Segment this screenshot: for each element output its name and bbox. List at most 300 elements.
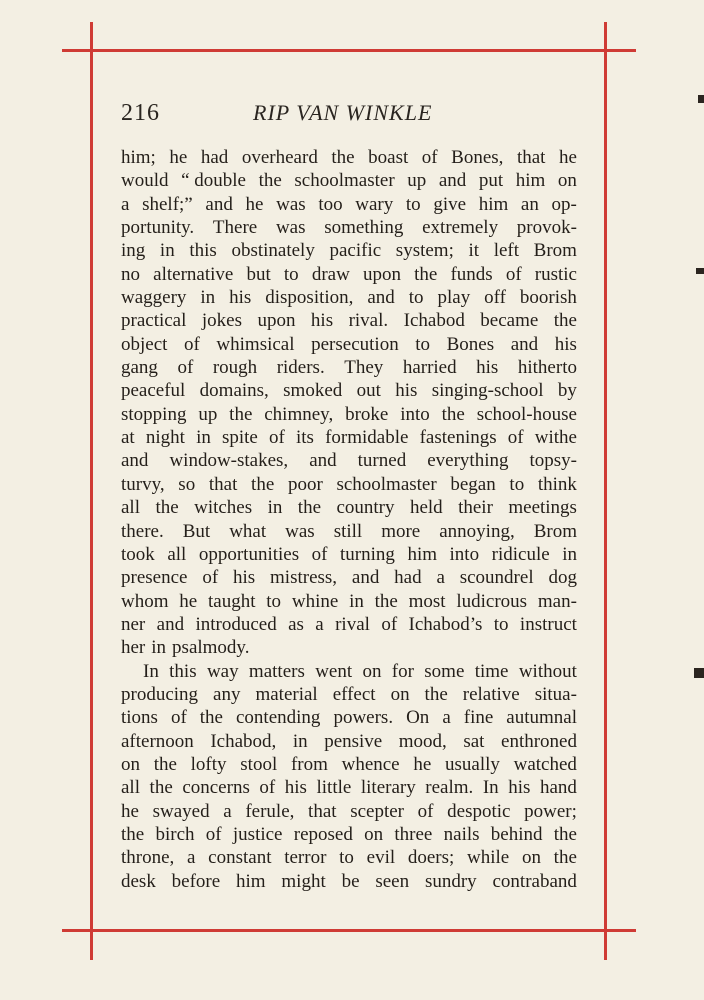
running-header [121, 100, 577, 132]
page-number: 216 [121, 100, 160, 126]
word: some [424, 660, 465, 682]
word: spite [221, 427, 258, 449]
word: on [557, 170, 577, 192]
word: of [205, 823, 222, 845]
word: powers. [333, 707, 394, 729]
word: witches [194, 497, 253, 519]
word: There [212, 217, 258, 239]
word: as [288, 613, 304, 635]
word: time [474, 660, 509, 682]
word: was [285, 520, 315, 542]
word: left [493, 240, 520, 262]
word: material [255, 683, 318, 705]
word: the [155, 497, 179, 519]
word: a [436, 567, 445, 589]
word: this [189, 240, 217, 262]
text-line [121, 520, 577, 543]
word: it [468, 240, 480, 262]
word: became [480, 310, 539, 332]
word: would [121, 170, 169, 192]
word: his [284, 777, 307, 799]
word: watched [513, 753, 577, 775]
word: evil [366, 847, 396, 869]
word: night [145, 427, 185, 449]
word: her [121, 637, 146, 659]
word: he [169, 147, 188, 168]
word: was [275, 217, 306, 239]
word: and [309, 450, 337, 472]
word: most [408, 590, 446, 612]
word: of [259, 777, 276, 799]
word: dog [548, 567, 577, 589]
word: while [467, 847, 510, 869]
word: and [510, 333, 539, 355]
word: he [245, 193, 264, 215]
word: his [476, 357, 499, 379]
word: in [267, 497, 283, 519]
text-line [121, 216, 577, 239]
word: justice [232, 823, 283, 845]
word: had [200, 147, 229, 168]
word: country [336, 497, 395, 519]
word: on [521, 847, 541, 869]
word: to [493, 613, 509, 635]
word: from [290, 753, 328, 775]
word: began [450, 473, 496, 495]
word: a [223, 800, 232, 822]
word: window-stakes, [169, 450, 289, 472]
word: him; [121, 147, 156, 168]
text-line [121, 146, 577, 169]
word: a [187, 847, 196, 869]
word: the [414, 263, 438, 285]
word: no [121, 263, 140, 285]
text-line [121, 403, 577, 426]
word: a [121, 193, 130, 215]
word: boorish [519, 287, 577, 309]
word: there. [121, 520, 164, 542]
text-line [121, 800, 577, 823]
border-rule-right [604, 22, 607, 960]
border-rule-left [90, 22, 93, 960]
word: into [400, 403, 430, 425]
word: for [391, 660, 414, 682]
word: hitherto [517, 357, 577, 379]
word: and [205, 193, 233, 215]
word: up [407, 170, 427, 192]
word: whimsical [216, 333, 295, 355]
word: pacific [329, 240, 382, 262]
text-line [121, 590, 577, 613]
word: despotic [447, 800, 511, 822]
word: to [509, 473, 525, 495]
text-line [121, 496, 577, 519]
word: matters [248, 660, 305, 682]
word: broke [345, 403, 389, 425]
word: that [308, 800, 337, 822]
word: withe [534, 427, 577, 449]
word: mistress, [270, 567, 338, 589]
word: the [229, 403, 253, 425]
word: enthroned [501, 730, 577, 752]
word: taught [208, 590, 256, 612]
word: the [149, 777, 173, 799]
word: turned [357, 450, 407, 472]
word: extremely [422, 217, 499, 239]
running-title: RIP VAN WINKLE [253, 100, 433, 125]
word: the [121, 823, 145, 845]
word: singing-school [431, 380, 544, 402]
word: to [415, 333, 431, 355]
word: three [394, 823, 433, 845]
word: and [351, 567, 380, 589]
word: ridicule [491, 543, 550, 565]
word: scepter [350, 800, 405, 822]
word: object [121, 333, 168, 355]
word: of [184, 333, 200, 355]
word: domains, [199, 380, 269, 402]
word: relative [462, 683, 520, 705]
word: to [283, 263, 299, 285]
word: ludicrous [456, 590, 528, 612]
word: he [559, 147, 577, 168]
word: rough [212, 357, 258, 379]
word: rival [335, 613, 370, 635]
word: presence [121, 567, 188, 589]
word: man- [537, 590, 577, 612]
word: the [153, 753, 177, 775]
word: waggery [121, 287, 187, 309]
word: he [413, 753, 432, 775]
word: Bones, [451, 147, 504, 168]
word: hand [539, 777, 577, 799]
text-line [121, 239, 577, 262]
page-edge-mark [698, 95, 704, 103]
word: power; [524, 800, 577, 822]
word: and [438, 170, 467, 192]
text-line [121, 426, 577, 449]
word: of [311, 543, 328, 565]
word: overheard [241, 147, 318, 168]
word: in [200, 287, 216, 309]
word: swayed [152, 800, 210, 822]
word: without [518, 660, 577, 682]
word: to [266, 590, 282, 612]
word: might [281, 870, 326, 892]
word: off [484, 287, 506, 309]
word: annoying, [439, 520, 515, 542]
word: turning [340, 543, 395, 565]
text-line [121, 566, 577, 589]
word: the [258, 170, 282, 192]
word: tions [121, 707, 158, 729]
word: sat [463, 730, 485, 752]
word: whom [121, 590, 169, 612]
word: sundry [424, 870, 477, 892]
word: mood, [398, 730, 447, 752]
word: that [208, 473, 238, 495]
word: before [171, 870, 221, 892]
word: the [424, 683, 448, 705]
word: of [177, 357, 194, 379]
word: the [331, 147, 355, 168]
text-line [121, 823, 577, 846]
word: a [442, 707, 451, 729]
word: of [170, 707, 187, 729]
word: too [318, 193, 343, 215]
word: he [179, 590, 198, 612]
word: In [482, 777, 499, 799]
text-line [121, 660, 577, 683]
word: that [516, 147, 546, 168]
word: to [339, 847, 354, 869]
word: took [121, 543, 155, 565]
word: had [394, 567, 422, 589]
word: was [276, 193, 306, 215]
text-line [121, 870, 577, 893]
word: gang [121, 357, 158, 379]
word: usually [445, 753, 500, 775]
word: stool [240, 753, 278, 775]
word: in [349, 590, 364, 612]
text-line [121, 636, 577, 659]
word: shelf;” [142, 193, 193, 215]
word: him [236, 870, 266, 892]
text-line [121, 846, 577, 869]
word: whine [291, 590, 339, 612]
word: in [562, 543, 577, 565]
word: reposed [293, 823, 353, 845]
word: everything [427, 450, 509, 472]
word: on [362, 660, 382, 682]
word: throne, [121, 847, 175, 869]
word: way [206, 660, 239, 682]
word: his [395, 380, 418, 402]
page-edge-mark [694, 668, 704, 678]
word: the [374, 590, 398, 612]
word: situa- [534, 683, 577, 705]
word: fine [463, 707, 494, 729]
word: literary [360, 777, 416, 799]
word: on [121, 753, 140, 775]
word: persecution [311, 333, 399, 355]
word: his [310, 310, 334, 332]
word: the [441, 403, 465, 425]
word: practical [121, 310, 187, 332]
word: in [159, 240, 175, 262]
word: of [507, 427, 524, 449]
word: him [407, 543, 437, 565]
word: in [151, 637, 167, 659]
word: desk [121, 870, 156, 892]
word: draw [311, 263, 350, 285]
word: wary [355, 193, 394, 215]
word: the [553, 310, 577, 332]
word: upon [257, 310, 296, 332]
word: boast [368, 147, 409, 168]
word: disposition, [265, 287, 354, 309]
word: of [269, 427, 285, 449]
text-line [121, 753, 577, 776]
word: their [458, 497, 493, 519]
word: fastenings [419, 427, 497, 449]
word: on [364, 823, 384, 845]
word: “ double [181, 170, 246, 192]
word: he [121, 800, 139, 822]
word: psalmody. [172, 637, 250, 659]
word: jokes [201, 310, 242, 332]
word: a [315, 613, 324, 635]
word: formidable [325, 427, 409, 449]
word: system; [395, 240, 454, 262]
word: into [449, 543, 480, 565]
word: think [537, 473, 577, 495]
word: by [557, 380, 577, 402]
word: held [409, 497, 443, 519]
word: rival. [348, 310, 389, 332]
word: to [408, 287, 424, 309]
word: its [295, 427, 314, 449]
word: so [178, 473, 196, 495]
word: him [478, 193, 509, 215]
word: funds [450, 263, 493, 285]
word: in [292, 730, 308, 752]
word: On [406, 707, 430, 729]
word: behind [490, 823, 543, 845]
word: contraband [492, 870, 577, 892]
word: scoundrel [459, 567, 534, 589]
word: smoked [283, 380, 343, 402]
word: to [405, 193, 421, 215]
word: of [202, 567, 219, 589]
word: lofty [190, 753, 227, 775]
word: Ichabod [403, 310, 465, 332]
word: introduced [195, 613, 277, 635]
text-line [121, 449, 577, 472]
word: and [367, 287, 395, 309]
word: ferule, [245, 800, 295, 822]
word: give [433, 193, 467, 215]
word: stopping [121, 403, 187, 425]
word: and [121, 450, 149, 472]
word: contending [236, 707, 321, 729]
text-line [121, 613, 577, 636]
text-line [121, 706, 577, 729]
word: rustic [534, 263, 577, 285]
word: birch [155, 823, 195, 845]
word: pensive [324, 730, 383, 752]
word: Bones [446, 333, 495, 355]
word: and [156, 613, 185, 635]
word: the [297, 497, 322, 519]
text-line [121, 193, 577, 216]
word: in [196, 427, 211, 449]
word: still [333, 520, 363, 542]
word: producing [121, 683, 199, 705]
word: But [182, 520, 211, 542]
word: realm. [425, 777, 474, 799]
word: his [229, 287, 252, 309]
text-line [121, 309, 577, 332]
word: of [417, 800, 434, 822]
word: little [316, 777, 352, 799]
word: seen [375, 870, 410, 892]
word: his [232, 567, 256, 589]
word: went [315, 660, 353, 682]
word: constant [208, 847, 272, 869]
text-line [121, 356, 577, 379]
word: at [121, 427, 135, 449]
word: provok- [516, 217, 577, 239]
word: play [437, 287, 471, 309]
text-line [121, 543, 577, 566]
word: peaceful [121, 380, 186, 402]
page-edge-mark [696, 268, 704, 274]
word: put [478, 170, 504, 192]
text-line [121, 169, 577, 192]
word: all [121, 777, 140, 799]
word: nails [443, 823, 480, 845]
word: instruct [519, 613, 577, 635]
word: all [121, 497, 140, 519]
word: be [341, 870, 360, 892]
word: Brom [533, 520, 577, 542]
word: something [324, 217, 404, 239]
text-line [121, 286, 577, 309]
word: portunity. [121, 217, 195, 239]
word: any [213, 683, 241, 705]
word: the [553, 847, 577, 869]
word: whence [341, 753, 400, 775]
word: school-house [476, 403, 577, 425]
word: turvy, [121, 473, 165, 495]
word: ing [121, 240, 146, 262]
text-line [121, 730, 577, 753]
word: more [381, 520, 421, 542]
word: his [508, 777, 531, 799]
word: his [554, 333, 577, 355]
word: terror [284, 847, 327, 869]
word: obstinately [231, 240, 315, 262]
word: op- [551, 193, 577, 215]
word: the [251, 473, 275, 495]
word: Brom [533, 240, 577, 262]
word: They [344, 357, 384, 379]
word: schoolmaster [294, 170, 395, 192]
word: the [553, 823, 577, 845]
word: In [143, 660, 159, 682]
word: of [381, 613, 398, 635]
word: an [520, 193, 539, 215]
border-rule-top [62, 49, 636, 52]
word: afternoon [121, 730, 194, 752]
text-line [121, 776, 577, 799]
body-text [121, 146, 577, 893]
word: what [229, 520, 267, 542]
word: opportunities [198, 543, 300, 565]
word: of [505, 263, 522, 285]
text-line [121, 263, 577, 286]
word: autumnal [506, 707, 577, 729]
word: concerns [182, 777, 250, 799]
word: riders. [276, 357, 325, 379]
text-line [121, 333, 577, 356]
text-line [121, 379, 577, 402]
word: of [421, 147, 438, 168]
word: schoolmaster [336, 473, 437, 495]
word: harried [402, 357, 457, 379]
text-line [121, 473, 577, 496]
